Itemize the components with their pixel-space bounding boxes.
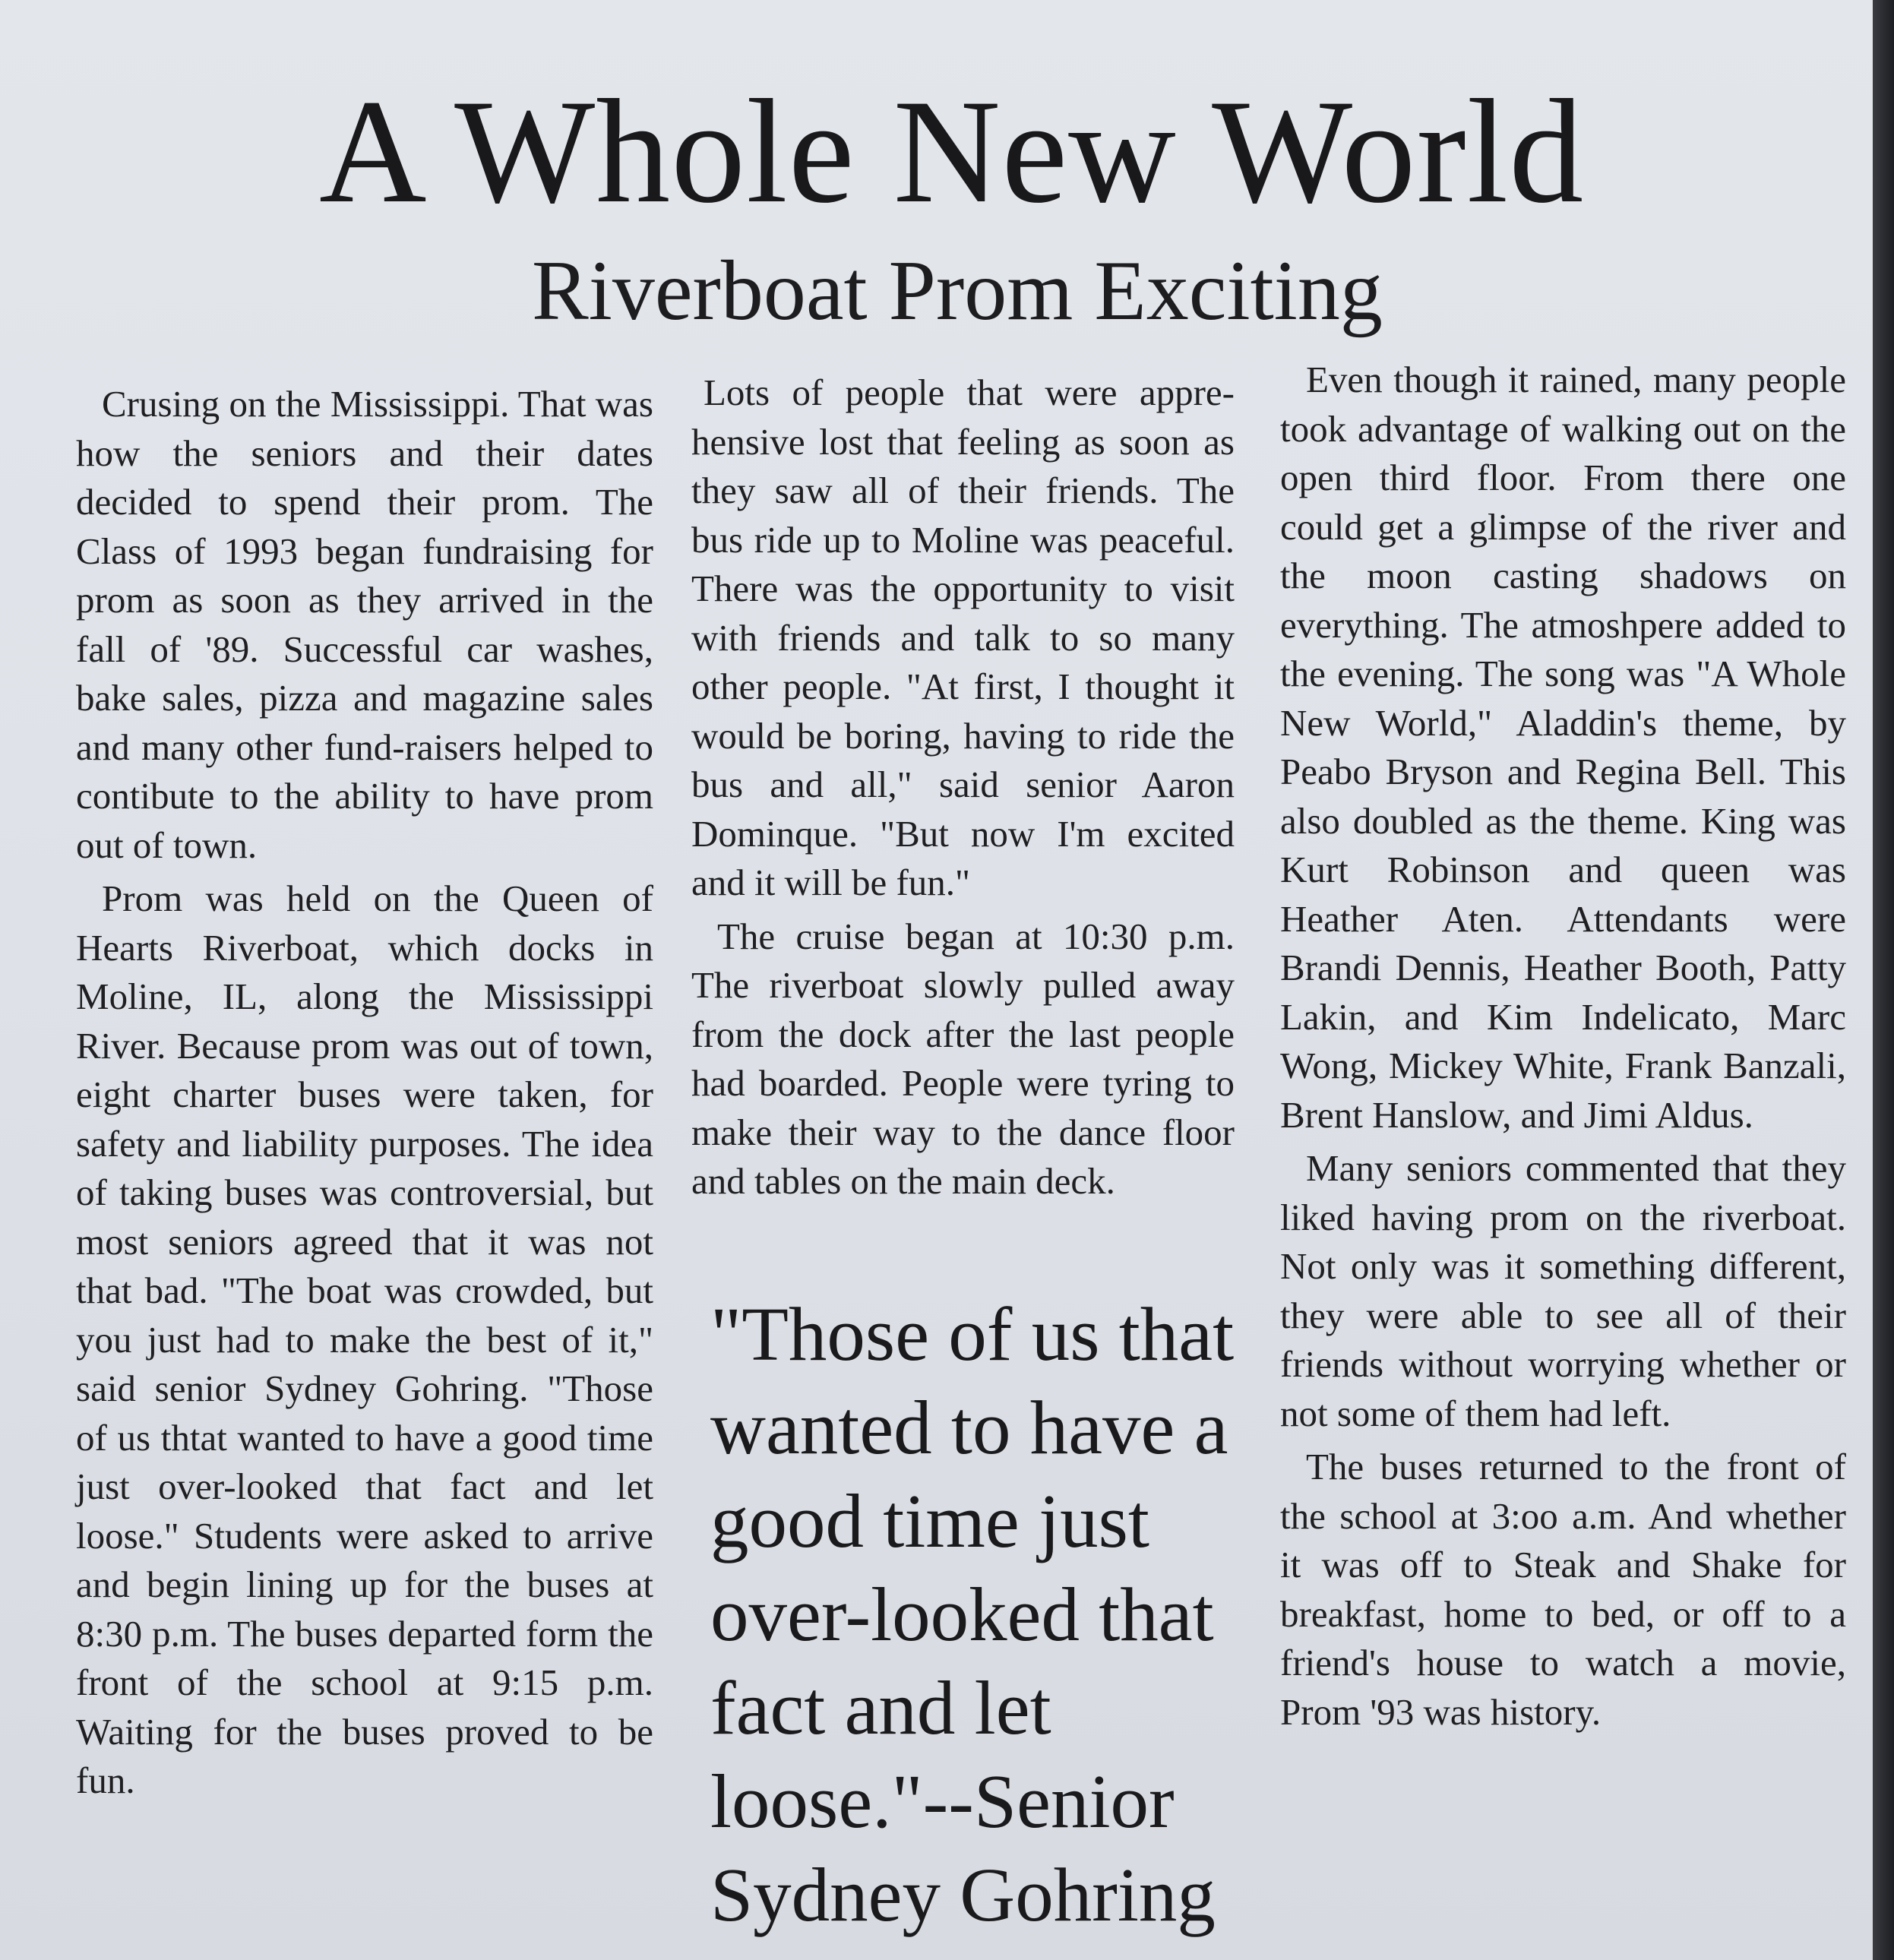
column3-paragraph-2: Many seniors commented that they liked having prom on the riverboat. Not only was it something different, they were able to see all of their friends without worrying whether or not some of them had left. xyxy=(1280,1147,1846,1434)
page-edge-shadow xyxy=(1873,0,1894,1960)
article-column-1 xyxy=(76,380,653,1806)
article-column-2 xyxy=(691,368,1235,1206)
column2-paragraph-1: Lots of people that were apprehensive lost that feeling as soon as they saw all of their friends. The bus ride up to Moline was peaceful. There was the opportunity to visit with friends and talk to so many other people. "At first, I thought it would be boring, having to ride the bus and all," said senior Aaron Dominque. "But now I'm excited and it will be fun." xyxy=(691,371,1235,903)
column3-paragraph-1: Even though it rained, many people took advantage of walking out on the open third floor. From there one could get a glimpse of the river and the moon casting shadows on everything. The atmoshpere added to the evening. The song was "A Whole New World," Aladdin's theme, by Peabo Bryson and Regina Bell. This also doubled as the theme. King was Kurt Robinson and queen was Heather Aten. Attendants were Brandi Dennis, Heather Booth, Patty Lakin, and Kim Indelicato, Marc Wong, Mickey White, Frank Banzali, Brent Hanslow, and Jimi Aldus. xyxy=(1280,359,1846,1136)
column1-paragraph-1: Crusing on the Mississippi. That was how the seniors and their dates decided to spend their prom. The Class of 1993 began fundraising for prom as soon as they arrived in the fall of '89. Successful car washes, bake sales, pizza and magazine sales and many other fund-raisers helped to contibute to the ability to have prom out of town. xyxy=(76,383,653,866)
column2-paragraph-2: The cruise began at 10:30 p.m. The riverboat slowly pulled away from the dock after the last people had boarded. People were tyring to make their way to the dance floor and tables on the main deck. xyxy=(691,915,1235,1202)
headline: A Whole New World xyxy=(319,69,1585,234)
pull-quote: "Those of us that wanted to have a good time just over-looked that fact and let loose."--Senior Sydney Gohring xyxy=(710,1291,1235,1937)
column3-paragraph-3: The buses returned to the front of the school at 3:oo a.m. And whether it was off to Steak and Shake for breakfast, home to bed, or off to a friend's house to watch a movie, Prom '93 was history. xyxy=(1280,1446,1846,1733)
subheadline: Riverboat Prom Exciting xyxy=(532,244,1383,338)
article-column-3 xyxy=(1280,356,1846,1737)
column1-paragraph-2: Prom was held on the Queen of Hearts Riverboat, which docks in Moline, IL, along the Mississippi River. Because prom was out of town, eight charter buses were taken, for safety and liability purposes. The idea of taking buses was controversial, but most seniors agreed that it was not that bad. "The boat was crowded, but you just had to make the best of it," said senior Sydney Gohring. "Those of us thtat wanted to have a good time just over-looked that fact and let loose." Students were asked to arrive and begin lining up for the buses at 8:30 p.m. The buses departed form the front of the school at 9:15 p.m. Waiting for the buses proved to be fun. xyxy=(76,877,653,1801)
